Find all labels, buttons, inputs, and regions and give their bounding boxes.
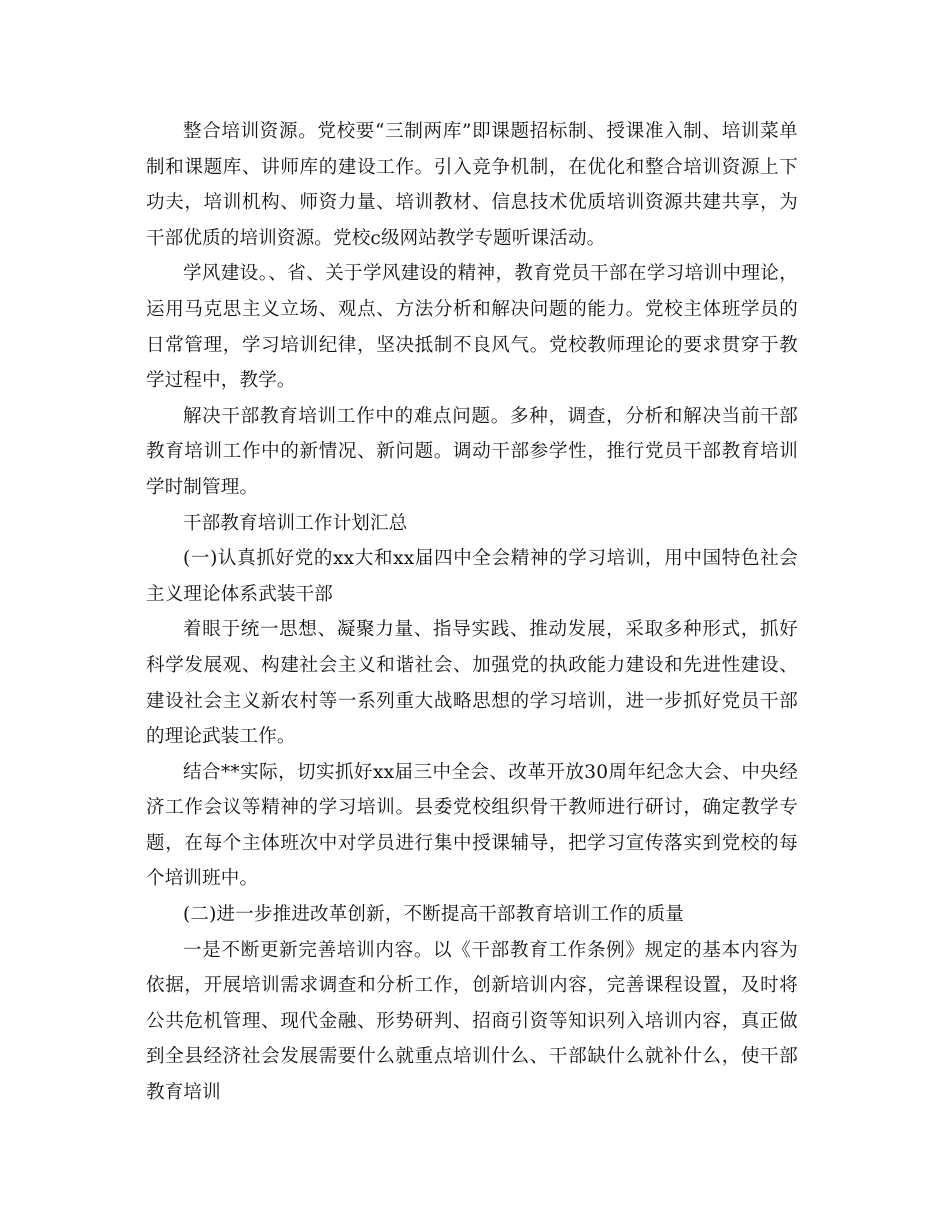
paragraph-unify-thinking: 着眼于统一思想、凝聚力量、指导实践、推动发展，采取多种形式，抓好科学发展观、构建社会主义和谐社会、加强党的执政能力建设和先进性建设、建设社会主义新农村等一系列重大战略思想的学习培训，进一步抓好党员干部的理论武装工作。 [146, 619, 798, 748]
paragraph-difficult-issues: 解决干部教育培训工作中的难点问题。多种，调查，分析和解决当前干部教育培训工作中的新情况、新问题。调动干部参学性，推行党员干部教育培训学时制管理。 [146, 405, 798, 498]
paragraph-combine-reality: 结合**实际，切实抓好xx届三中全会、改革开放30周年纪念大会、中央经济工作会议等精神的学习培训。县委党校组织骨干教师进行研讨，确定教学专题，在每个主体班次中对学员进行集中授课辅导，把学习宣传落实到党校的每个培训班中。 [146, 761, 798, 890]
document-body [146, 114, 798, 1111]
section-heading-plan-summary: 干部教育培训工作计划汇总 [183, 512, 408, 534]
subheading-one: (一)认真抓好党的xx大和xx届四中全会精神的学习培训，用中国特色社会主义理论体系武装干部 [146, 548, 798, 605]
paragraph-study-style: 学风建设。、省、关于学风建设的精神，教育党员干部在学习培训中理论，运用马克思主义立场、观点、方法分析和解决问题的能力。党校主体班学员的日常管理，学习培训纪律，坚决抵制不良风气。党校教师理论的要求贯穿于教学过程中，教学。 [146, 263, 798, 392]
paragraph-update-content: 一是不断更新完善培训内容。以《干部教育工作条例》规定的基本内容为依据，开展培训需求调查和分析工作，创新培训内容，完善课程设置，及时将公共危机管理、现代金融、形势研判、招商引资等知识列入培训内容，真正做到全县经济社会发展需要什么就重点培训什么、干部缺什么就补什么，使干部教育培训 [146, 939, 798, 1104]
paragraph-integrate-resources: 整合培训资源。党校要“三制两库”即课题招标制、授课准入制、培训菜单制和课题库、讲师库的建设工作。引入竞争机制，在优化和整合培训资源上下功夫，培训机构、师资力量、培训教材、信息技术优质培训资源共建共享，为干部优质的培训资源。党校c级网站教学专题听课活动。 [146, 121, 798, 249]
subheading-two: (二)进一步推进改革创新，不断提高干部教育培训工作的质量 [183, 904, 685, 926]
